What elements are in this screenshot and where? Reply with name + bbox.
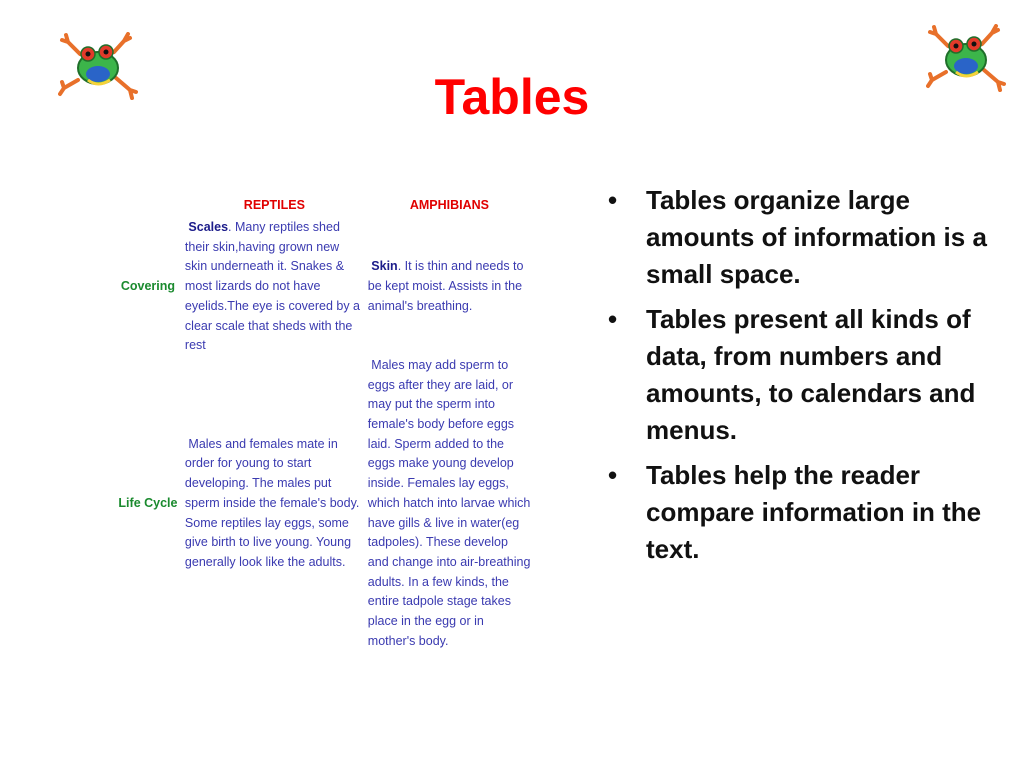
cell-reptiles-covering [183,218,366,356]
cell-reptiles-life-cycle [183,356,366,652]
bullet-list [608,182,998,576]
table-corner-cell [113,194,183,218]
bullet-item [608,182,998,293]
row-label-covering: Covering [120,279,176,294]
bullet-dot-icon: • [608,304,618,334]
table-row [113,356,533,652]
header-reptiles: REPTILES [243,198,305,213]
comparison-table [113,194,533,651]
cell-amphibians-covering [366,218,533,356]
term-skin: Skin [371,259,398,274]
bullet-text: Tables help the reader compare information in the text. [646,460,982,564]
bullet-item [608,457,998,568]
term-scales: Scales [188,220,229,234]
text-amphibians-life-cycle: Males may add sperm to eggs after they are laid, or may put the sperm into female's body before eggs laid. Sperm added to the eggs make young develop inside. Females lay eggs, which hatch into larvae which have gills & live in water(eg tadpoles). These develop and change into air-breathing adults. In a few kinds, the entire tadpole stage takes place in the egg or in mother's body. [367,357,531,648]
bullet-dot-icon: • [608,185,618,215]
text-reptiles-covering: . Many reptiles shed their skin,having grown new skin underneath it. Snakes & most lizards do not have eyelids.The eye is covered by a clear scale that sheds with the rest [184,220,361,353]
header-amphibians: AMPHIBIANS [409,198,489,213]
bullet-text: Tables present all kinds of data, from numbers and amounts, to calendars and menus. [646,304,976,445]
row-label-life-cycle: Life Cycle [118,495,178,510]
text-amphibians-covering: . It is thin and needs to be kept moist. Assists in the animal's breathing. [367,259,524,313]
table-row [113,218,533,356]
cell-amphibians-life-cycle [366,356,533,652]
bullet-dot-icon: • [608,460,618,490]
bullet-item [608,301,998,449]
bullet-text: Tables organize large amounts of information is a small space. [646,185,987,289]
table-header-row [113,194,533,218]
slide-title: Tables [434,69,590,125]
text-reptiles-life-cycle: Males and females mate in order for young to start developing. The males put sperm inside the female's body. Some reptiles lay eggs, some give birth to live young. Young generally look like the adults. [184,436,360,569]
